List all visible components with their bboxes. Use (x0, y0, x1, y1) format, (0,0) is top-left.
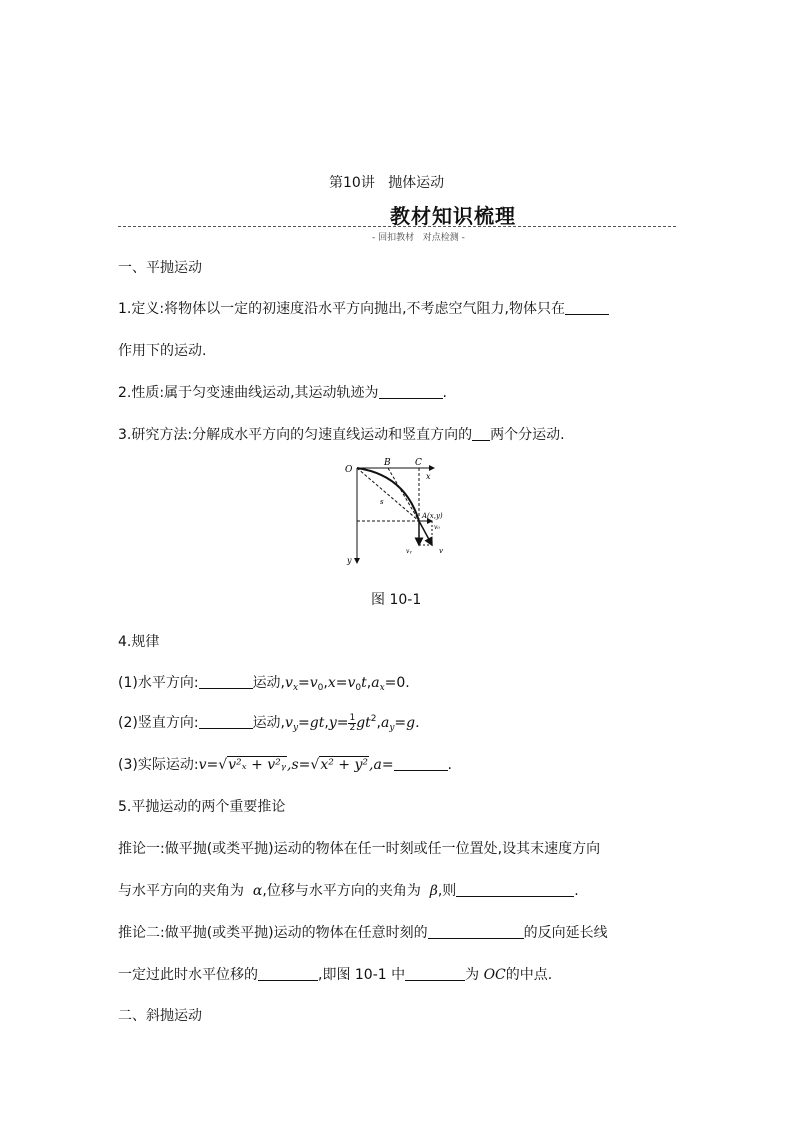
answer-blank-angle-relation[interactable] (456, 882, 574, 897)
label-v0: v₀ (434, 524, 440, 531)
inference-one-line2: 与水平方向的夹角为 α,位移与水平方向的夹角为 β,则 . (118, 883, 579, 899)
label-x: x (426, 472, 431, 481)
displacement-line (357, 468, 419, 521)
label-v: v (439, 547, 443, 555)
label-c: C (415, 458, 422, 468)
law-resultant: (3)实际运动:v=√v²ₓ + v²ᵧ,s=√x² + y²,a= . (118, 757, 452, 773)
law-horizontal: (1)水平方向: 运动$,v_x=v_0,x=v_0t,a_x=0$. (118, 675, 410, 693)
label-vy: vᵧ (406, 548, 412, 555)
law-vertical: (2)竖直方向: 运动$,v_y=gt,y=$ $\frac{1}{2}$ $gt^2,a_y=g$. (118, 712, 420, 733)
answer-blank-trajectory[interactable] (379, 384, 443, 399)
tangent-line (388, 468, 419, 521)
answer-blank-vertical-motion[interactable] (199, 714, 253, 729)
label-b: B (384, 458, 391, 468)
definition-line-2: 作用下的运动. (118, 343, 207, 359)
part1-heading: 一、平抛运动 (118, 260, 202, 276)
lesson-topic: 抛体运动 (388, 175, 445, 191)
method-line: 3.研究方法:分解成水平方向的匀速直线运动和竖直方向的 两个分运动. (118, 427, 565, 443)
label-y: y (347, 556, 352, 565)
lesson-title (329, 172, 444, 192)
part2-heading: 二、斜抛运动 (118, 1008, 202, 1024)
answer-blank-horizontal-motion[interactable] (199, 674, 253, 689)
answer-blank-midpoint[interactable] (258, 966, 318, 981)
answer-blank-vertical[interactable] (472, 426, 490, 441)
law-heading: 4.规律 (118, 634, 160, 650)
inference-two-line1: 推论二:做平抛(或类平抛)运动的物体在任意时刻的 的反向延长线 (118, 925, 608, 941)
figure-caption: 图 10-1 (371, 592, 422, 608)
label-s: s (380, 498, 384, 506)
subtitle-right: 对点检测 (422, 233, 459, 243)
answer-blank-acceleration[interactable] (394, 756, 448, 771)
section-title: 教材知识梳理 (390, 204, 516, 228)
header-divider (118, 226, 676, 227)
label-a: A(x,y) (422, 512, 443, 520)
property-line: 2.性质:属于匀变速曲线运动,其运动轨迹为 . (118, 385, 447, 401)
sqrt-velocity: √v²ₓ + v²ᵧ (218, 757, 287, 773)
label-o: O (345, 465, 353, 475)
answer-blank-velocity[interactable] (428, 924, 524, 939)
lesson-number: 第10讲 (329, 175, 375, 191)
inference-two-line2: 一定过此时水平位移的 ,即图 10-1 中 为 OC的中点. (118, 967, 553, 983)
projectile-figure (335, 455, 455, 573)
inference-one-line1: 推论一:做平抛(或类平抛)运动的物体在任一时刻或任一位置处,设其末速度方向 (118, 841, 601, 857)
inference-heading: 5.平抛运动的两个重要推论 (118, 799, 286, 815)
v-vector (419, 521, 432, 545)
answer-blank-force[interactable] (565, 300, 609, 315)
section-subtitle: - 回扣教材 对点检测 - (372, 233, 465, 243)
subtitle-left: 回扣教材 (378, 233, 415, 243)
sqrt-displacement: √x² + y² (310, 757, 369, 773)
definition-line: 1.定义:将物体以一定的初速度沿水平方向抛出,不考虑空气阻力,物体只在 (118, 298, 609, 318)
answer-blank-point[interactable] (405, 966, 465, 981)
